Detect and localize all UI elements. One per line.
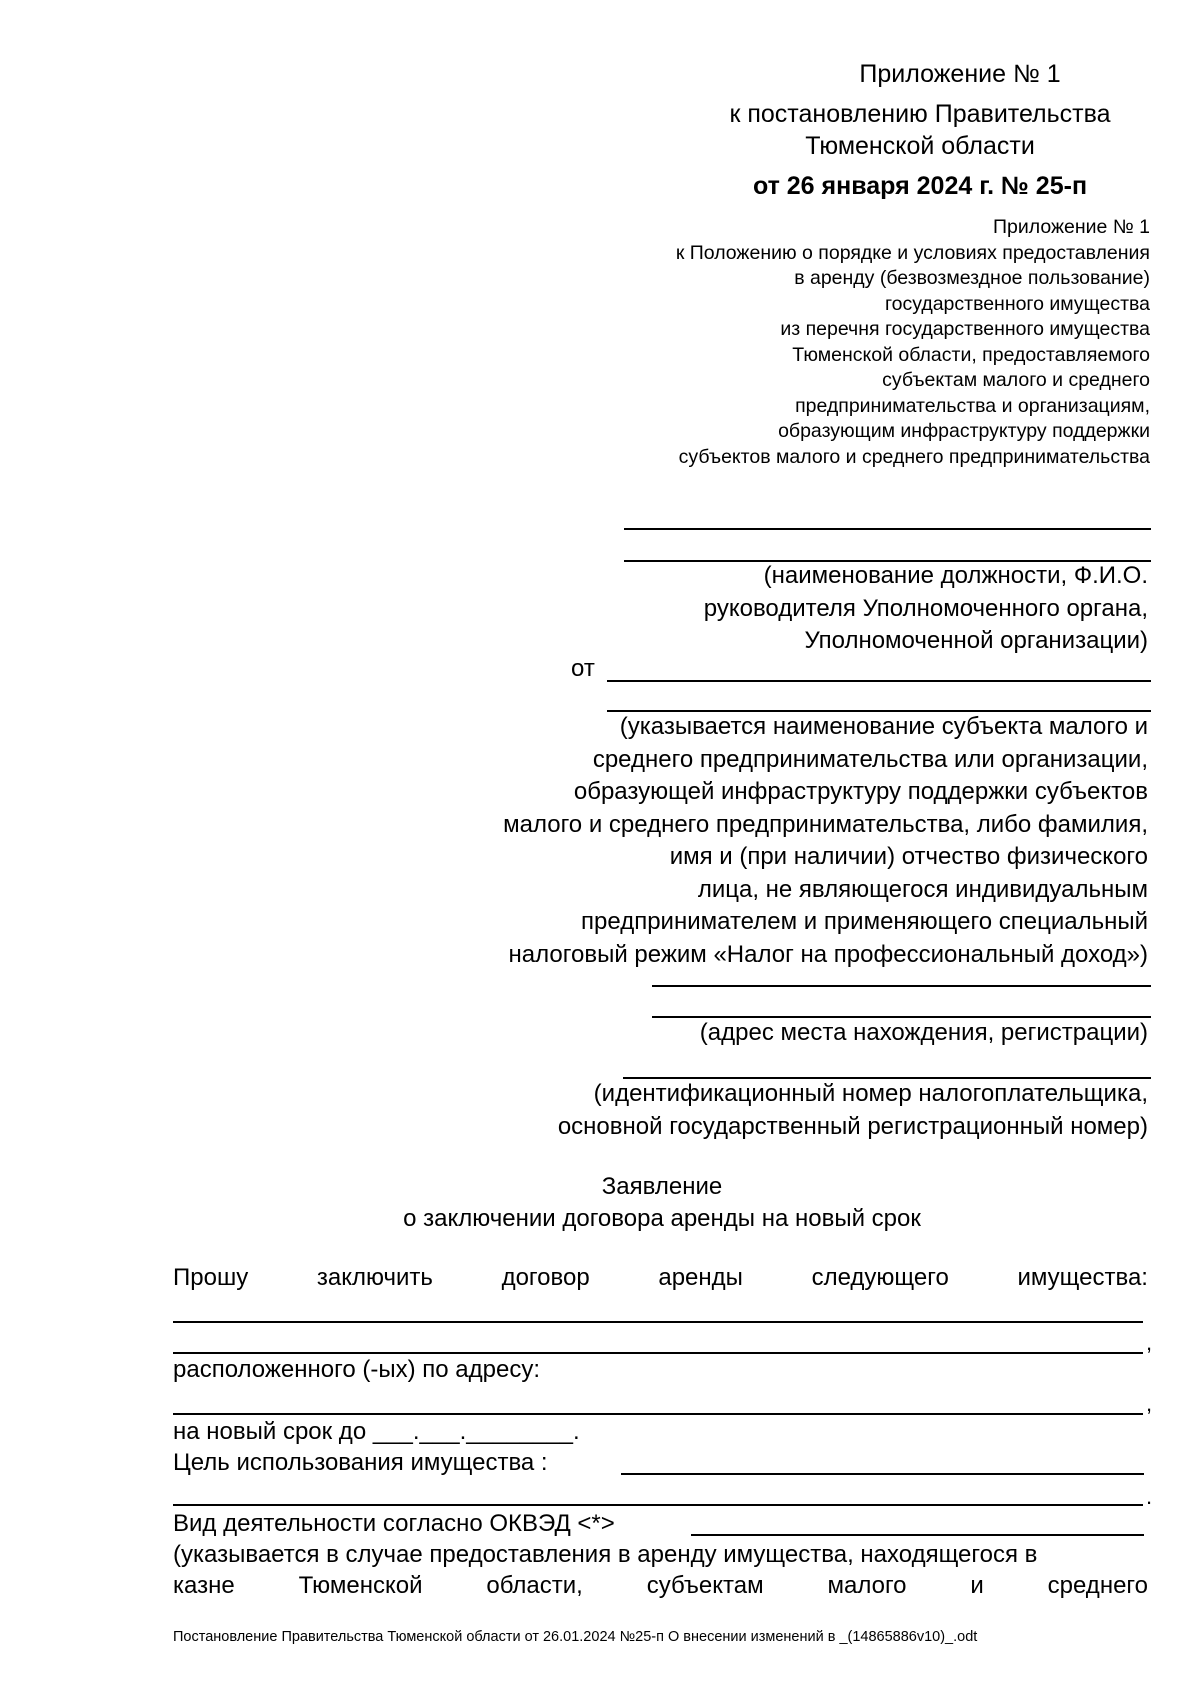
- okved-label: Вид деятельности согласно ОКВЭД <*>: [173, 1510, 615, 1537]
- subannex-line: субъектам малого и среднего: [882, 369, 1150, 391]
- request-word: договор: [501, 1264, 590, 1291]
- request-line: [173, 1262, 1148, 1294]
- inn-hint-line: (идентификационный номер налогоплательщика,: [593, 1080, 1148, 1107]
- applicant-hint-line: (указывается наименование субъекта малого и: [619, 713, 1148, 740]
- note-word: области,: [486, 1572, 583, 1599]
- decree-date: от 26 января 2024 г. № 25-п: [752, 172, 1088, 200]
- comma-mark: ,: [1146, 1330, 1153, 1355]
- located-label: расположенного (-ых) по адресу:: [173, 1356, 540, 1383]
- note-word: малого: [827, 1572, 907, 1599]
- okved-blank-line[interactable]: [691, 1534, 1144, 1536]
- subannex-line: из перечня государственного имущества: [780, 318, 1150, 340]
- subannex-block: [530, 215, 1150, 470]
- addressee-hint-line: Уполномоченной организации): [804, 627, 1148, 654]
- purpose-label: Цель использования имущества :: [173, 1449, 548, 1476]
- subannex-line: предпринимательства и организациям,: [795, 394, 1150, 417]
- decree-ref-line: к постановлению Правительства: [729, 100, 1111, 128]
- addressee-hint-line: руководителя Уполномоченного органа,: [703, 594, 1148, 622]
- period-mark: .: [1146, 1484, 1153, 1509]
- applicant-blank-line[interactable]: [607, 680, 1151, 682]
- address-property-blank-line[interactable]: [173, 1413, 1143, 1415]
- comma-mark: ,: [1146, 1391, 1153, 1416]
- note-line-1: (указывается в случае предоставления в аренду имущества, находящегося в: [173, 1541, 1038, 1568]
- purpose-blank-line[interactable]: [173, 1504, 1143, 1506]
- purpose-blank-line[interactable]: [621, 1473, 1144, 1475]
- request-word: следующего: [811, 1264, 949, 1291]
- applicant-hint-line: малого и среднего предпринимательства, либо фамилия,: [503, 810, 1148, 838]
- applicant-hint-line: лица, не являющегося индивидуальным: [697, 875, 1148, 903]
- addressee-hint: [704, 560, 1148, 658]
- request-word: Прошу: [173, 1264, 249, 1291]
- subannex-line: субъектов малого и среднего предпринимательства: [678, 445, 1150, 468]
- applicant-hint-line: образующей инфраструктуру поддержки субъектов: [573, 778, 1148, 805]
- note-word: и: [970, 1572, 984, 1599]
- annex-title: Приложение № 1: [859, 60, 1061, 88]
- addressee-hint-line: (наименование должности, Ф.И.О.: [763, 562, 1148, 589]
- property-blank-line[interactable]: [173, 1321, 1143, 1323]
- request-word: имущества:: [1017, 1264, 1148, 1291]
- from-label: от: [571, 655, 595, 682]
- address-hint: (адрес места нахождения, регистрации): [699, 1019, 1148, 1046]
- applicant-hint-line: имя и (при наличии) отчество физического: [669, 843, 1148, 870]
- statement-title: Заявление: [601, 1173, 723, 1200]
- applicant-hint-line: налоговый режим «Налог на профессиональный доход»): [508, 940, 1148, 968]
- note-word: казне: [173, 1572, 235, 1599]
- subannex-line: государственного имущества: [884, 292, 1150, 315]
- note-word: субъектам: [646, 1572, 764, 1599]
- subannex-line: Приложение № 1: [993, 216, 1150, 238]
- request-word: заключить: [316, 1264, 433, 1291]
- note-word: среднего: [1047, 1572, 1148, 1599]
- note-word: Тюменской: [298, 1572, 423, 1599]
- subannex-line: в аренду (безвозмездное пользование): [794, 267, 1150, 289]
- request-word: аренды: [658, 1264, 743, 1291]
- addressee-blank-line[interactable]: [624, 528, 1151, 530]
- subannex-line: к Положению о порядке и условиях предоставления: [675, 241, 1150, 264]
- decree-reference: [660, 98, 1180, 162]
- statement-subtitle: о заключении договора аренды на новый срок: [403, 1205, 921, 1232]
- inn-hint-line: основной государственный регистрационный номер): [557, 1112, 1148, 1140]
- new-term-label: на новый срок до ___.___.________.: [173, 1418, 580, 1445]
- address-blank-line[interactable]: [652, 985, 1151, 987]
- decree-ref-line: Тюменской области: [805, 132, 1035, 160]
- applicant-hint-line: предпринимателем и применяющего специальный: [581, 908, 1148, 935]
- applicant-hint: [503, 711, 1148, 971]
- subannex-line: Тюменской области, предоставляемого: [792, 343, 1150, 366]
- note-line-2: [173, 1570, 1148, 1602]
- inn-hint: [558, 1078, 1148, 1143]
- page-footer: Постановление Правительства Тюменской области от 26.01.2024 №25-п О внесении изменений в _(14865886v10)_.odt: [173, 1629, 978, 1645]
- applicant-hint-line: среднего предпринимательства или организации,: [592, 745, 1148, 773]
- subannex-line: образующим инфраструктуру поддержки: [778, 420, 1150, 442]
